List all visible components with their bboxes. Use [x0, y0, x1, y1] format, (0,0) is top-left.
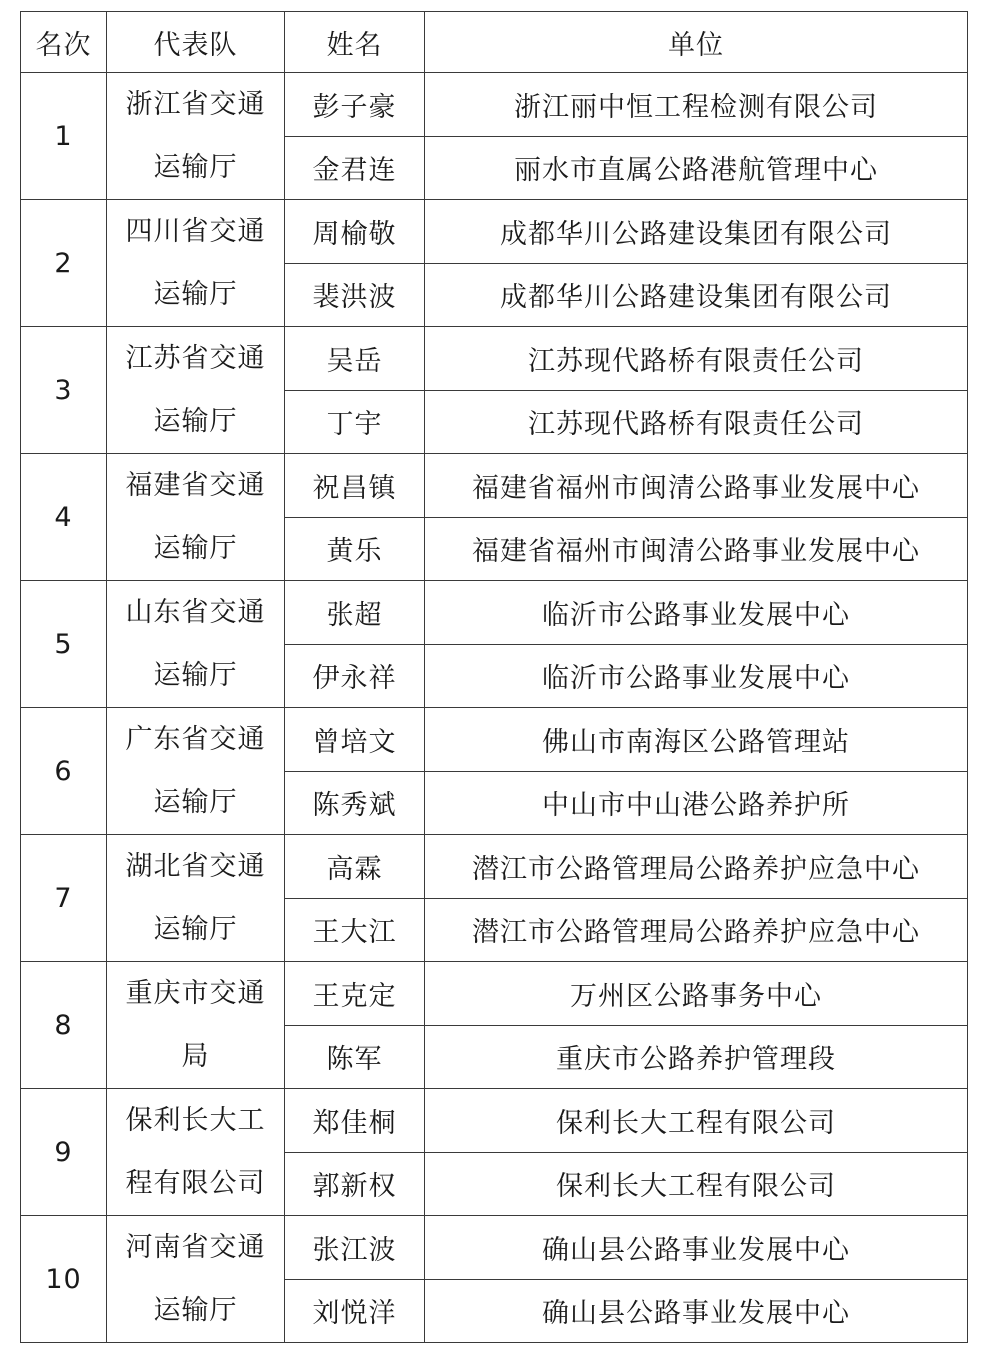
team-name-line: 广东省交通 — [125, 724, 266, 755]
rank-cell: 2 — [21, 200, 107, 327]
header-rank: 名次 — [21, 12, 107, 73]
member-name-cell: 刘悦洋 — [285, 1279, 425, 1343]
member-name-cell: 黄乐 — [285, 517, 425, 581]
header-row — [21, 12, 968, 73]
member-unit-cell: 成都华川公路建设集团有限公司 — [425, 200, 968, 264]
table-row — [21, 1216, 968, 1280]
team-name-line: 浙江省交通 — [125, 89, 266, 120]
team-cell — [107, 581, 285, 708]
member-unit-cell: 保利长大工程有限公司 — [425, 1152, 968, 1216]
table-row — [21, 454, 968, 518]
rank-cell: 3 — [21, 327, 107, 454]
team-name-line: 福建省交通 — [125, 470, 266, 501]
member-unit-cell: 确山县公路事业发展中心 — [425, 1216, 968, 1280]
table-row — [21, 73, 968, 137]
member-name-cell: 张超 — [285, 581, 425, 645]
table-row — [21, 708, 968, 772]
member-unit-cell: 万州区公路事务中心 — [425, 962, 968, 1026]
member-name-cell: 周榆敬 — [285, 200, 425, 264]
team-name-line: 河南省交通 — [125, 1232, 266, 1263]
table-header — [21, 12, 968, 73]
team-name-line: 运输厅 — [153, 152, 238, 183]
team-cell — [107, 1216, 285, 1343]
team-name-line: 程有限公司 — [125, 1168, 266, 1199]
member-name-cell: 郑佳桐 — [285, 1089, 425, 1153]
member-name-cell: 陈秀斌 — [285, 771, 425, 835]
team-name-line: 山东省交通 — [125, 597, 266, 628]
member-name-cell: 丁宇 — [285, 390, 425, 454]
table-row — [21, 962, 968, 1026]
team-name-line: 四川省交通 — [125, 216, 266, 247]
table-body — [21, 73, 968, 1343]
member-unit-cell: 福建省福州市闽清公路事业发展中心 — [425, 517, 968, 581]
team-cell — [107, 327, 285, 454]
member-unit-cell: 江苏现代路桥有限责任公司 — [425, 327, 968, 391]
member-name-cell: 祝昌镇 — [285, 454, 425, 518]
team-cell — [107, 454, 285, 581]
member-unit-cell: 确山县公路事业发展中心 — [425, 1279, 968, 1343]
member-unit-cell: 重庆市公路养护管理段 — [425, 1025, 968, 1089]
member-name-cell: 伊永祥 — [285, 644, 425, 708]
header-unit: 单位 — [425, 12, 968, 73]
member-unit-cell: 成都华川公路建设集团有限公司 — [425, 263, 968, 327]
team-cell — [107, 73, 285, 200]
rank-cell: 7 — [21, 835, 107, 962]
member-unit-cell: 保利长大工程有限公司 — [425, 1089, 968, 1153]
team-name-line: 运输厅 — [153, 914, 238, 945]
member-unit-cell: 潜江市公路管理局公路养护应急中心 — [425, 898, 968, 962]
team-name-line: 运输厅 — [153, 279, 238, 310]
team-cell — [107, 835, 285, 962]
member-name-cell: 王大江 — [285, 898, 425, 962]
team-cell — [107, 708, 285, 835]
rank-cell: 8 — [21, 962, 107, 1089]
member-name-cell: 曾培文 — [285, 708, 425, 772]
team-name-line: 运输厅 — [153, 787, 238, 818]
team-cell — [107, 200, 285, 327]
member-name-cell: 金君连 — [285, 136, 425, 200]
header-name: 姓名 — [285, 12, 425, 73]
team-cell — [107, 962, 285, 1089]
member-unit-cell: 临沂市公路事业发展中心 — [425, 581, 968, 645]
member-unit-cell: 临沂市公路事业发展中心 — [425, 644, 968, 708]
member-unit-cell: 浙江丽中恒工程检测有限公司 — [425, 73, 968, 137]
member-name-cell: 张江波 — [285, 1216, 425, 1280]
member-name-cell: 裴洪波 — [285, 263, 425, 327]
rank-cell: 9 — [21, 1089, 107, 1216]
team-cell — [107, 1089, 285, 1216]
member-name-cell: 高霖 — [285, 835, 425, 899]
team-name-line: 运输厅 — [153, 660, 238, 691]
team-name-line: 运输厅 — [153, 1295, 238, 1326]
table-row — [21, 327, 968, 391]
team-name-line: 湖北省交通 — [125, 851, 266, 882]
table-row — [21, 200, 968, 264]
member-unit-cell: 中山市中山港公路养护所 — [425, 771, 968, 835]
member-name-cell: 王克定 — [285, 962, 425, 1026]
team-name-line: 运输厅 — [153, 533, 238, 564]
rank-cell: 1 — [21, 73, 107, 200]
member-unit-cell: 潜江市公路管理局公路养护应急中心 — [425, 835, 968, 899]
table-row — [21, 581, 968, 645]
table-row — [21, 835, 968, 899]
member-name-cell: 郭新权 — [285, 1152, 425, 1216]
member-unit-cell: 丽水市直属公路港航管理中心 — [425, 136, 968, 200]
member-unit-cell: 佛山市南海区公路管理站 — [425, 708, 968, 772]
rank-cell: 10 — [21, 1216, 107, 1343]
team-name-line: 重庆市交通 — [125, 978, 266, 1009]
member-unit-cell: 江苏现代路桥有限责任公司 — [425, 390, 968, 454]
member-name-cell: 吴岳 — [285, 327, 425, 391]
rank-cell: 5 — [21, 581, 107, 708]
team-name-line: 保利长大工 — [125, 1105, 266, 1136]
member-unit-cell: 福建省福州市闽清公路事业发展中心 — [425, 454, 968, 518]
rank-cell: 4 — [21, 454, 107, 581]
table-row — [21, 1089, 968, 1153]
team-name-line: 局 — [181, 1041, 210, 1072]
header-team: 代表队 — [107, 12, 285, 73]
member-name-cell: 彭子豪 — [285, 73, 425, 137]
results-table — [20, 11, 968, 1343]
team-name-line: 运输厅 — [153, 406, 238, 437]
rank-cell: 6 — [21, 708, 107, 835]
team-name-line: 江苏省交通 — [125, 343, 266, 374]
member-name-cell: 陈军 — [285, 1025, 425, 1089]
